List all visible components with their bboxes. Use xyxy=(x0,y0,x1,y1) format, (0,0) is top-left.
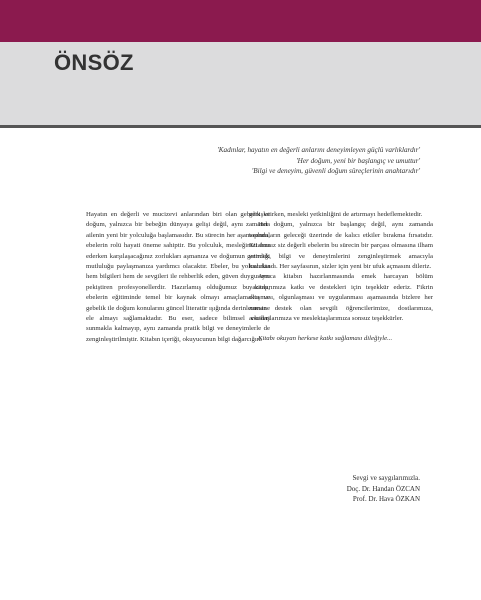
top-color-band xyxy=(0,0,481,42)
author-1: Doç. Dr. Handan ÖZCAN xyxy=(346,484,420,493)
epigraph-line-1: 'Kadınlar, hayatın en değerli anlarını deneyimleyen güçlü varlıklardır' xyxy=(217,146,420,154)
epigraph-line-2: 'Her doğum, yeni bir başlangıç ve umuttur' xyxy=(296,156,420,165)
body-right-column xyxy=(249,210,433,345)
page-title: ÖNSÖZ xyxy=(54,50,134,75)
body-left-column xyxy=(86,210,270,345)
epigraph xyxy=(120,145,420,177)
epigraph-line-3: 'Bilgi ve deneyim, güvenli doğum süreçlerinin anahtarıdır' xyxy=(251,167,420,175)
right-paragraph-1: genişletirken, mesleki yetkinliğini de artırmayı hedeflemektedir. xyxy=(249,211,423,218)
right-paragraph-4: Kitabı okuyan herkese katkı sağlaması dileğiyle... xyxy=(258,335,393,343)
closing-line: Sevgi ve saygılarımızla. xyxy=(352,474,420,482)
right-paragraph-2: Her doğum, yalnızca bir başlangıç değil, aynı zamanda toplumların geleceği üzerinde de kalıcı etkiler bırakma fırsatıdır. Kitabımız siz değerli ebelerin bu sürecin bir parçası olmasına ilham vermek, bilgi ve deneyimlerini zenginleştirmek amacıyla hazırlandı. Her sayfasının, sizler için yeni bir ufuk açmasını dileriz. xyxy=(249,221,433,271)
author-2: Prof. Dr. Hava ÖZKAN xyxy=(352,495,420,503)
left-paragraph: Hayatın en değerli ve mucizevi anlarından biri olan gebelik ve doğum, yalnızca bir bebeğin dünyaya gelişi değil, aynı zamanda ailenin yeni bir yolculuğa başlamasıdır. Bu sürecin her aşamasında, ebelerin rolü hayati öneme sahiptir. Bu yolculuk, mesleğinizi icra ederken karşılaşacağınız zorlukları aşmanıza ve doğumun getirdiği mutluluğu paylaşmanıza yardımcı olacaktır. Ebeler, bu yolculukta hem bilgileri hem de sevgileri ile rehberlik eden, güven duygusunu pekiştiren profesyonellerdir. Hazırlamış olduğumuz bu kitap, ebelerin eğitiminde temel bir kaynak olmayı amaçlamakta ve gebelik ile doğum konularını güncel literatür ışığında derinlemesine ele almayı sağlamaktadır. Bu eser, sadece bilimsel verileri sunmakla kalmayıp, aynı zamanda pratik bilgi ve deneyimlerle de zenginleştirilmiştir. Kitabın içeriği, okuyucunun bilgi dağarcığını xyxy=(86,211,270,343)
signature-block xyxy=(347,473,420,505)
right-paragraph-3: Ayrıca kitabın hazırlanmasında emek harcayan bölüm yazarlarımıza katkı ve destekleri için teşekkür ederiz. Fikrin oluşması, olgunlaşması ve uygulanması aşamasında bizlere her zaman destek olan sevgili öğrencilerimize, dostlarımıza, arkadaşlarımıza ve meslektaşlarımıza sonsuz teşekkürler. xyxy=(249,273,433,323)
